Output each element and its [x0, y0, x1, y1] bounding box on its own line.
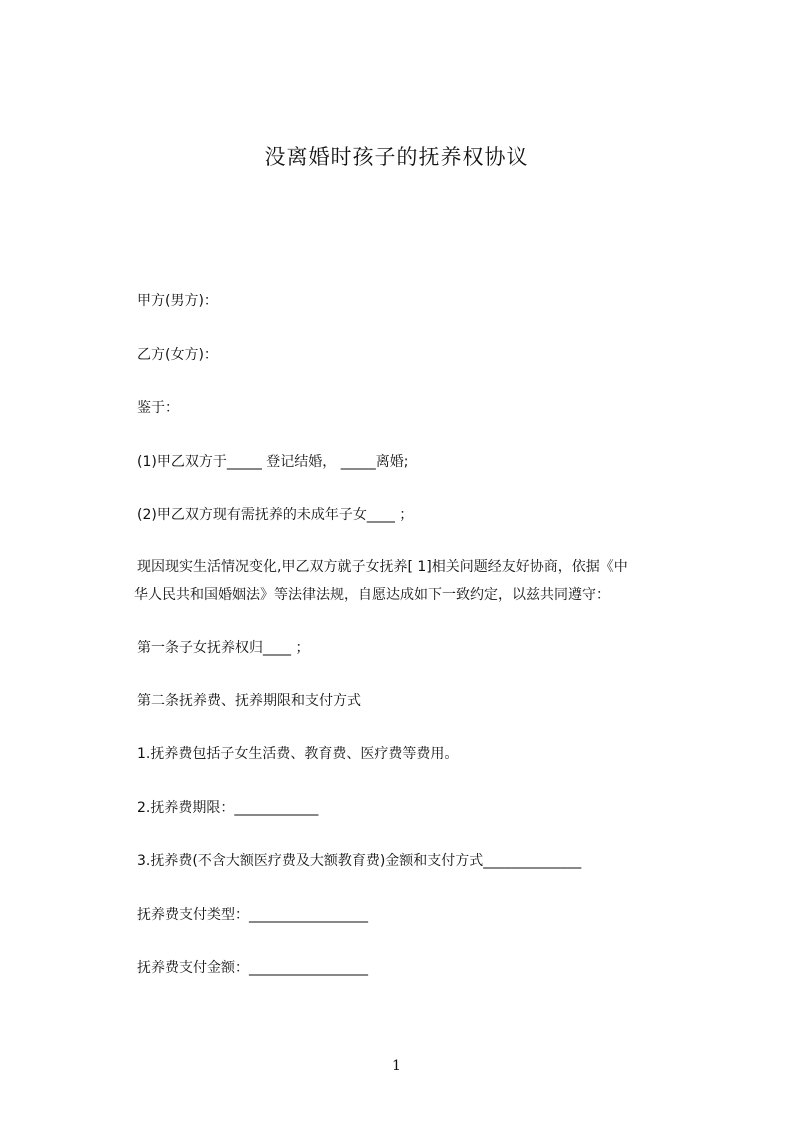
preamble-line-2: 华人民共和国婚姻法》等法律法规，自愿达成如下一致约定，以兹共同遵守：: [134, 587, 610, 603]
clause-1: (1)甲乙双方于_____ 登记结婚， _____离婚;: [137, 454, 409, 470]
party-b-line: 乙方(女方)：: [137, 347, 218, 363]
article-2-item-3: 3.抚养费(不含大额医疗费及大额教育费)金额和支付方式______________: [137, 853, 582, 869]
party-a-line: 甲方(男方)：: [137, 293, 218, 309]
preamble-paragraph: [134, 553, 737, 609]
article-1: 第一条子女抚养权归____ ；: [137, 640, 310, 656]
payment-amount-line: 抚养费支付金额：_________________: [137, 960, 368, 976]
document-title: 没离婚时孩子的抚养权协议: [264, 145, 529, 169]
payment-type-line: 抚养费支付类型：_________________: [137, 907, 368, 923]
article-2-heading: 第二条抚养费、抚养期限和支付方式: [137, 693, 361, 709]
article-2-item-1: 1.抚养费包括子女生活费、教育费、医疗费等费用。: [137, 746, 459, 762]
preamble-line-1: 现因现实生活情况变化,甲乙双方就子女抚养[ 1]相关问题经友好协商，依据《中: [137, 559, 628, 575]
clause-2: (2)甲乙双方现有需抚养的未成年子女____ ；: [137, 507, 414, 523]
page-number: 1: [392, 1058, 401, 1074]
whereas-line: 鉴于：: [137, 400, 179, 416]
article-2-item-2: 2.抚养费期限：____________: [137, 800, 319, 816]
